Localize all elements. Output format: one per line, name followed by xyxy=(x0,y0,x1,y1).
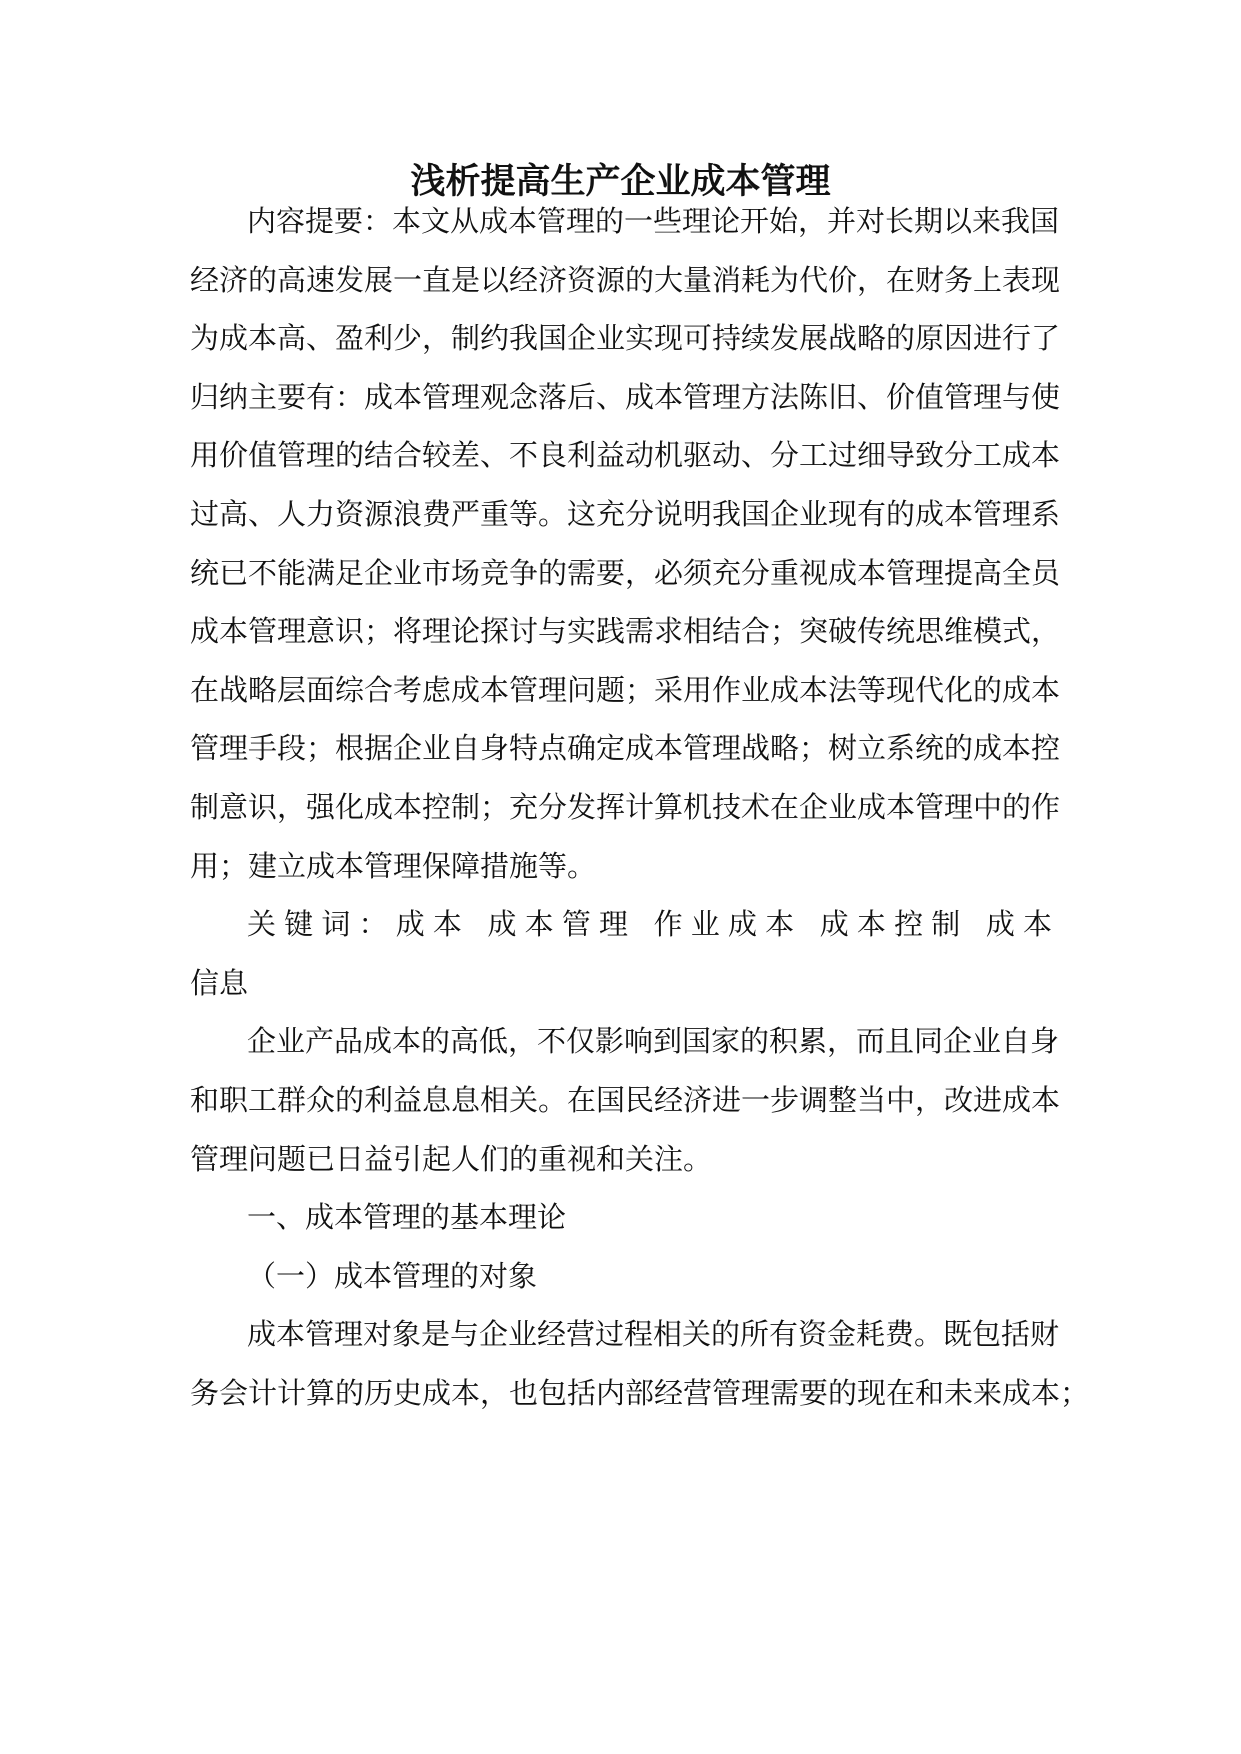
abstract-line-1: 内容提要：本文从成本管理的一些理论开始，并对长期以来我国 xyxy=(247,204,1060,238)
abstract-line-10: 管理手段；根据企业自身特点确定成本管理战略；树立系统的成本控 xyxy=(190,731,1061,765)
keywords-line-2: 信息 xyxy=(190,966,249,1000)
abstract-line-4: 归纳主要有：成本管理观念落后、成本管理方法陈旧、价值管理与使 xyxy=(190,380,1061,414)
abstract-line-7: 统已不能满足企业市场竞争的需要，必须充分重视成本管理提高全员 xyxy=(190,556,1061,590)
abstract-line-9: 在战略层面综合考虑成本管理问题；采用作业成本法等现代化的成本 xyxy=(190,673,1061,707)
body-line-2: 务会计计算的历史成本，也包括内部经营管理需要的现在和未来成本； xyxy=(190,1376,1090,1410)
subsection-heading-1: （一）成本管理的对象 xyxy=(247,1259,538,1293)
abstract-line-12: 用；建立成本管理保障措施等。 xyxy=(190,849,597,883)
document-title: 浅析提高生产企业成本管理 xyxy=(410,161,831,202)
intro-line-2: 和职工群众的利益息息相关。在国民经济进一步调整当中，改进成本 xyxy=(190,1083,1061,1117)
body-line-1: 成本管理对象是与企业经营过程相关的所有资金耗费。既包括财 xyxy=(247,1317,1060,1351)
abstract-line-6: 过高、人力资源浪费严重等。这充分说明我国企业现有的成本管理系 xyxy=(190,497,1061,531)
keywords-line-1: 关键词：成本 成本管理 作业成本 成本控制 成本 xyxy=(247,907,1052,941)
intro-line-3: 管理问题已日益引起人们的重视和关注。 xyxy=(190,1142,713,1176)
abstract-line-8: 成本管理意识；将理论探讨与实践需求相结合；突破传统思维模式， xyxy=(190,614,1061,648)
abstract-line-11: 制意识，强化成本控制；充分发挥计算机技术在企业成本管理中的作 xyxy=(190,790,1061,824)
intro-line-1: 企业产品成本的高低，不仅影响到国家的积累，而且同企业自身 xyxy=(247,1024,1060,1058)
section-heading-1: 一、成本管理的基本理论 xyxy=(247,1200,567,1234)
abstract-line-2: 经济的高速发展一直是以经济资源的大量消耗为代价，在财务上表现 xyxy=(190,263,1061,297)
abstract-line-5: 用价值管理的结合较差、不良利益动机驱动、分工过细导致分工成本 xyxy=(190,438,1061,472)
abstract-line-3: 为成本高、盈利少，制约我国企业实现可持续发展战略的原因进行了 xyxy=(190,321,1061,355)
